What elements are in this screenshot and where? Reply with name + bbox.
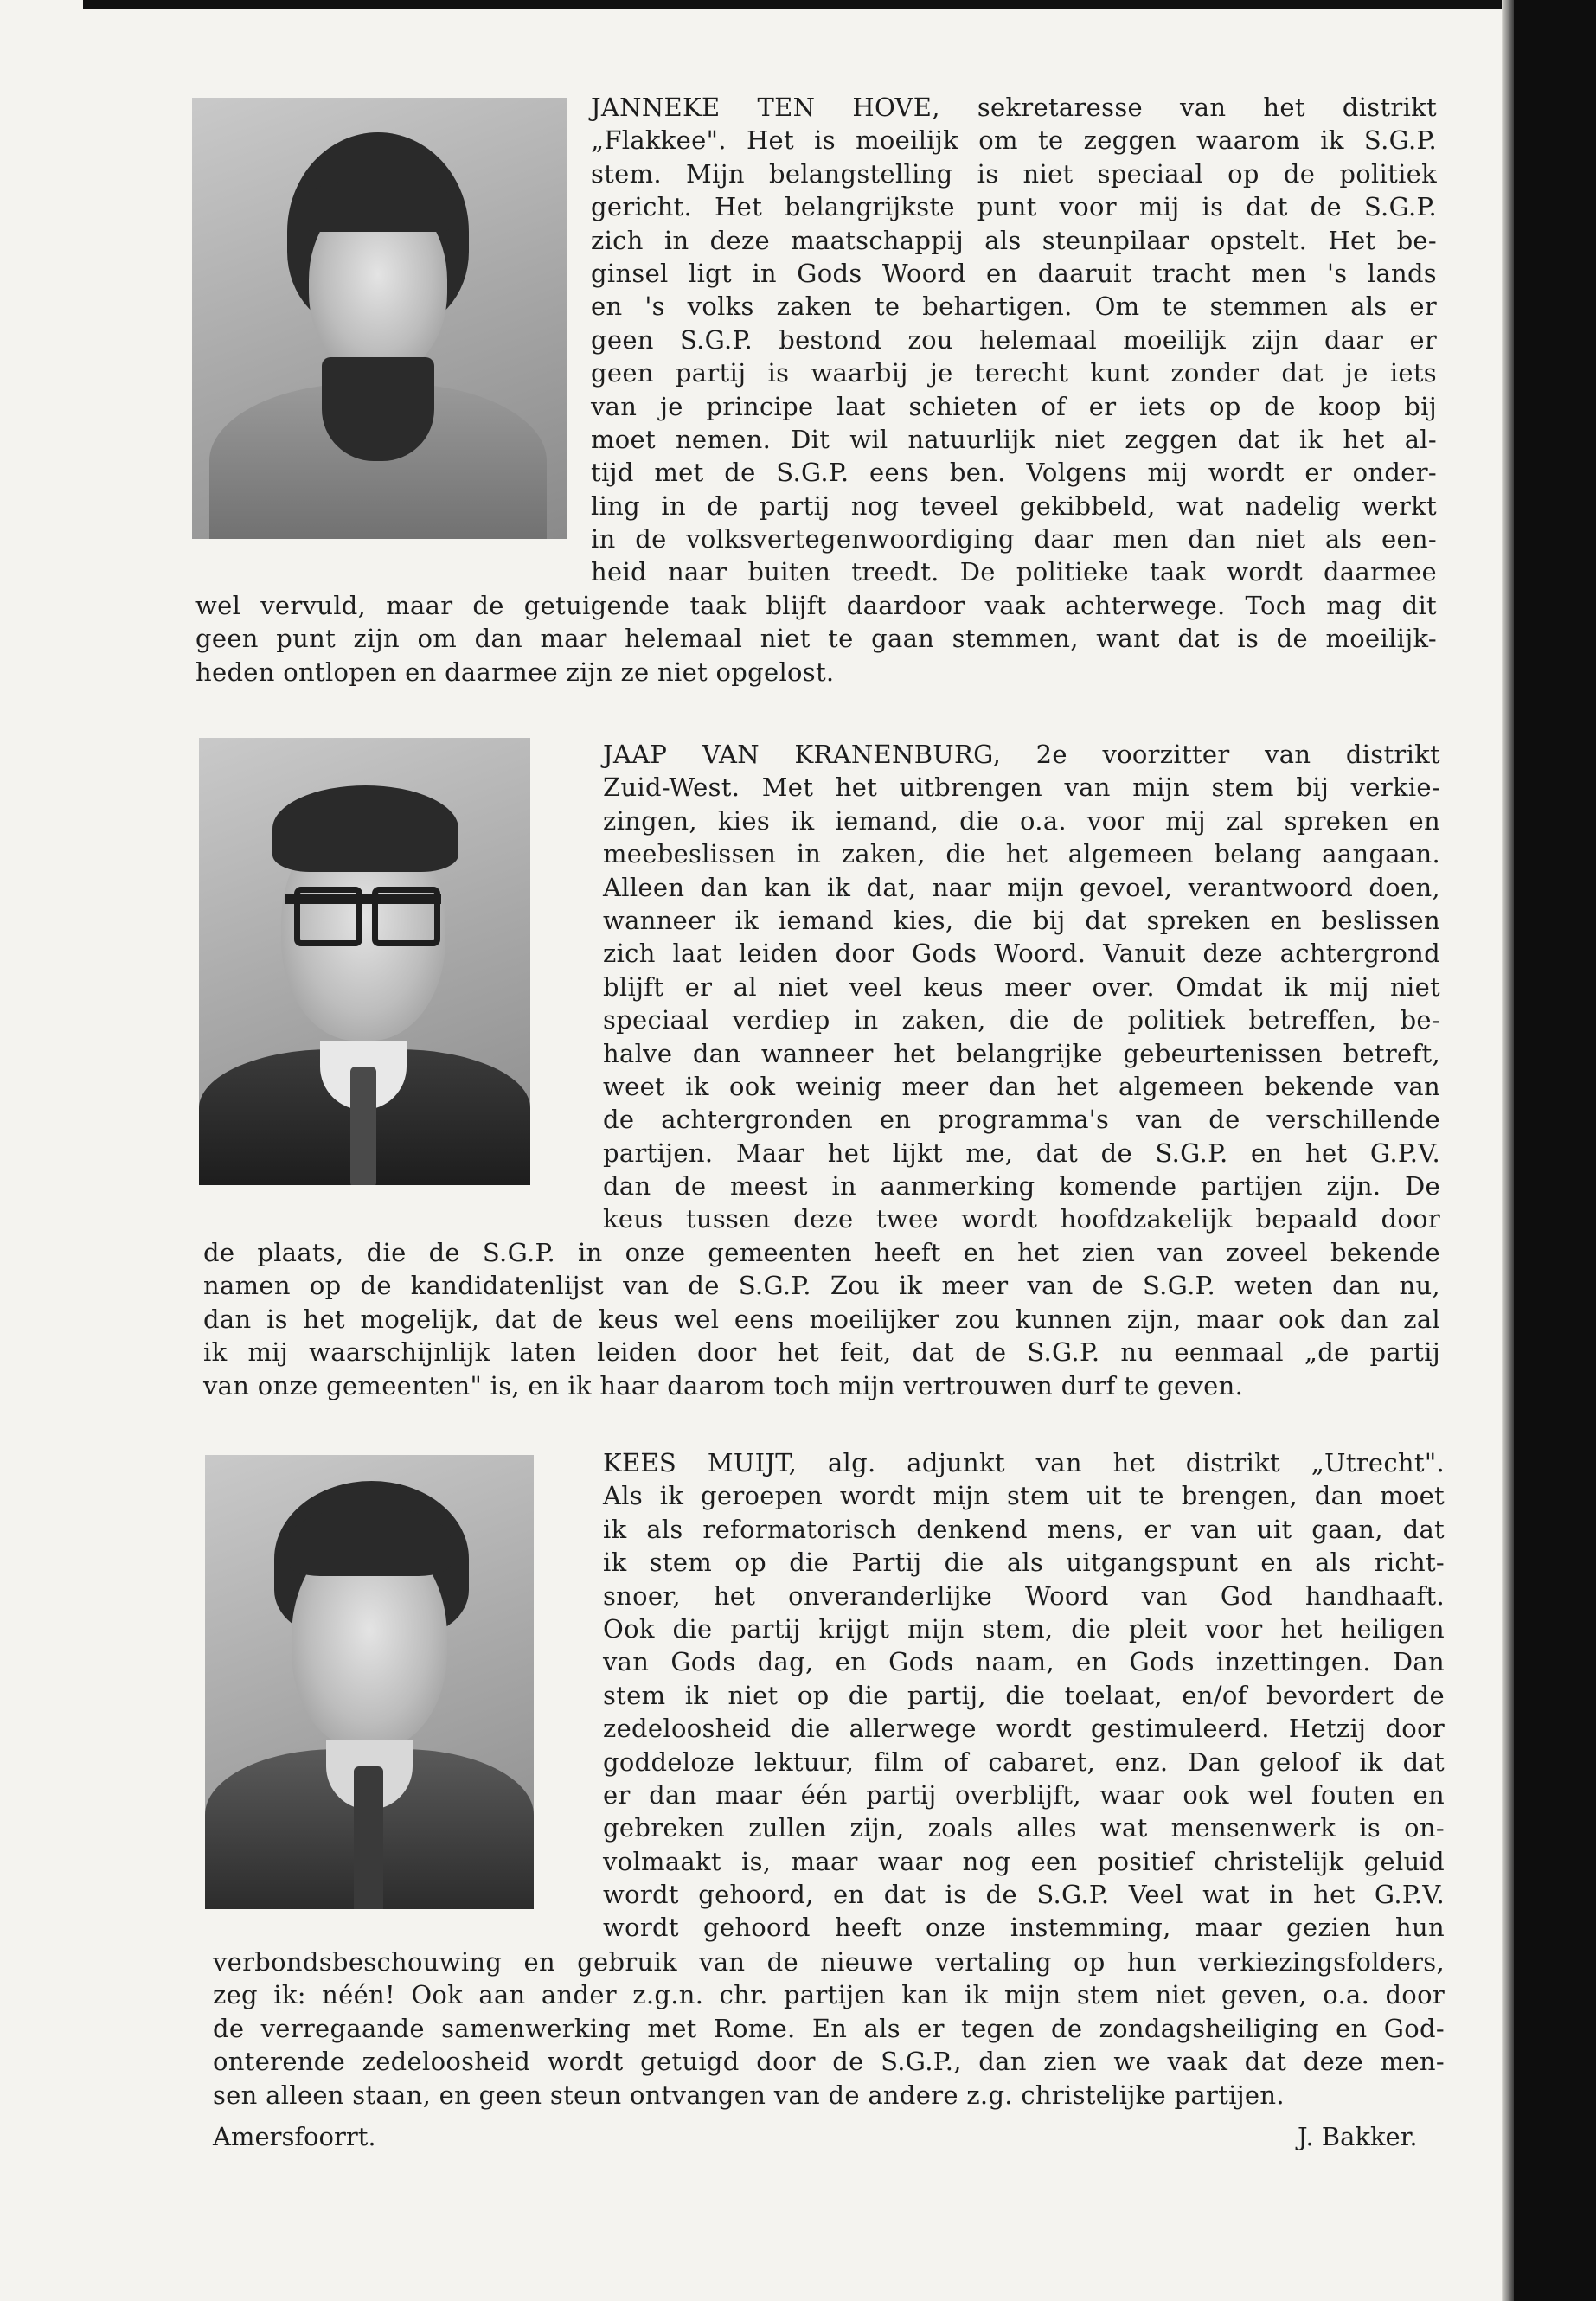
text-line: wel vervuld, maar de getuigende taak blijft daardoor vaak achterwege. Toch mag dit bbox=[195, 591, 1437, 620]
text-line: „Flakkee". Het is moeilijk om te zeggen waarom ik S.G.P. bbox=[591, 125, 1437, 156]
text-line: partijen. Maar het lijkt me, dat de S.G.P. en het G.P.V. bbox=[603, 1138, 1440, 1168]
section-kees-full-width bbox=[213, 1945, 1445, 2112]
text-line: speciaal verdiep in zaken, die de politiek betreffen, be- bbox=[603, 1005, 1440, 1035]
text-line: dan is het mogelijk, dat de keus wel eens moeilijker zou kunnen zijn, maar ook dan zal bbox=[203, 1304, 1440, 1334]
text-line: van je principe laat schieten of er iets op de koop bij bbox=[591, 391, 1437, 421]
text-line: meebeslissen in zaken, die het algemeen belang aangaan. bbox=[603, 839, 1440, 869]
text-line: stem ik niet op die partij, die toelaat, en/of bevordert de bbox=[603, 1680, 1445, 1710]
text-line: zingen, kies ik iemand, die o.a. voor mij zal spreken en bbox=[603, 805, 1440, 836]
text-line: JAAP VAN KRANENBURG, 2e voorzitter van distrikt bbox=[603, 740, 1440, 769]
text-line: en 's volks zaken te behartigen. Om te stemmen als er bbox=[591, 292, 1437, 322]
text-line: JANNEKE TEN HOVE, sekretaresse van het distrikt bbox=[591, 93, 1437, 122]
text-line: de achtergronden en programma's van de verschillende bbox=[603, 1105, 1440, 1135]
text-line: onterende zedeloosheid wordt getuigd door de S.G.P., dan zien we vaak dat deze men- bbox=[213, 2047, 1445, 2077]
text-line: ling in de partij nog teveel gekibbeld, wat nadelig werkt bbox=[591, 490, 1437, 521]
text-line: KEES MUIJT, alg. adjunkt van het distrikt „Utrecht". bbox=[603, 1448, 1445, 1477]
portrait-janneke-ten-hove bbox=[192, 98, 567, 539]
portrait-kees-muijt bbox=[205, 1455, 534, 1909]
text-line: zeg ik: néén! Ook aan ander z.g.n. chr. partijen kan ik mijn stem niet geven, o.a. door bbox=[213, 1980, 1445, 2010]
text-line: stem. Mijn belangstelling is niet speciaal op de politiek bbox=[591, 158, 1437, 189]
scan-edge-shadow bbox=[1502, 0, 1514, 2301]
text-line: geen S.G.P. bestond zou helemaal moeilijk zijn daar er bbox=[591, 324, 1437, 355]
section-jaap-full-width bbox=[203, 1236, 1440, 1402]
portrait-jaap-van-kranenburg bbox=[199, 738, 530, 1185]
scan-edge-bar bbox=[1514, 0, 1596, 2301]
text-line: wanneer ik iemand kies, die bij dat spreken en beslissen bbox=[603, 905, 1440, 935]
text-line: goddeloze lektuur, film of cabaret, enz. Dan geloof ik dat bbox=[603, 1747, 1445, 1777]
text-line: verbondsbeschouwing en gebruik van de nieuwe vertaling op hun verkiezingsfolders, bbox=[213, 1947, 1445, 1977]
text-line: geen partij is waarbij je terecht kunt zonder dat je iets bbox=[591, 358, 1437, 388]
text-line: weet ik ook weinig meer dan het algemeen bekende van bbox=[603, 1071, 1440, 1101]
text-line: wordt gehoord heeft onze instemming, maar gezien hun bbox=[603, 1913, 1445, 1943]
text-line: zedeloosheid die allerwege wordt gestimuleerd. Hetzij door bbox=[603, 1714, 1445, 1744]
text-line: gericht. Het belangrijkste punt voor mij is dat de S.G.P. bbox=[591, 192, 1437, 222]
text-line: gebreken zullen zijn, zoals alles wat mensenwerk is on- bbox=[603, 1813, 1445, 1843]
text-line: ginsel ligt in Gods Woord en daaruit tracht men 's lands bbox=[591, 258, 1437, 288]
text-line: Ook die partij krijgt mijn stem, die pleit voor het heiligen bbox=[603, 1613, 1445, 1644]
text-line: tijd met de S.G.P. eens ben. Volgens mij wordt er onder- bbox=[591, 458, 1437, 488]
text-line: namen op de kandidatenlijst van de S.G.P. Zou ik meer van de S.G.P. weten dan nu, bbox=[203, 1271, 1440, 1301]
text-line: moet nemen. Dit wil natuurlijk niet zeggen dat ik het al- bbox=[591, 424, 1437, 454]
text-line: blijft er al niet veel keus meer over. Omdat ik mij niet bbox=[603, 971, 1440, 1002]
top-rule bbox=[83, 0, 1502, 9]
signature-name: J. Bakker. bbox=[1298, 2122, 1418, 2151]
text-line: ik stem op die Partij die als uitgangspunt en als richt- bbox=[603, 1548, 1445, 1578]
text-line: dan de meest in aanmerking komende partijen zijn. De bbox=[603, 1171, 1440, 1202]
text-line: de plaats, die de S.G.P. in onze gemeenten heeft en het zien van zoveel bekende bbox=[203, 1238, 1440, 1267]
text-line: geen punt zijn om dan maar helemaal niet te gaan stemmen, want dat is de moeilijk- bbox=[195, 624, 1437, 654]
text-line: sen alleen staan, en geen steun ontvangen van de andere z.g. christelijke partijen. bbox=[213, 2080, 1285, 2110]
text-line: keus tussen deze twee wordt hoofdzakelijk bepaald door bbox=[603, 1204, 1440, 1234]
signature-place: Amersfoorrt. bbox=[213, 2122, 376, 2151]
section-kees-beside-photo bbox=[603, 1446, 1445, 1945]
text-line: zich in deze maatschappij als steunpilaar opstelt. Het be- bbox=[591, 225, 1437, 255]
text-line: er dan maar één partij overblijft, waar ook wel fouten en bbox=[603, 1779, 1445, 1810]
text-line: de verregaande samenwerking met Rome. En als er tegen de zondagsheiliging en God- bbox=[213, 2013, 1445, 2043]
text-line: heid naar buiten treedt. De politieke taak wordt daarmee bbox=[591, 557, 1437, 587]
text-line: zich laat leiden door Gods Woord. Vanuit deze achtergrond bbox=[603, 939, 1440, 969]
text-line: halve dan wanneer het belangrijke gebeurtenissen betreft, bbox=[603, 1038, 1440, 1068]
text-line: Zuid-West. Met het uitbrengen van mijn stem bij verkie- bbox=[603, 772, 1440, 803]
text-line: van onze gemeenten" is, en ik haar daarom toch mijn vertrouwen durf te geven. bbox=[203, 1370, 1244, 1400]
text-line: van Gods dag, en Gods naam, en Gods inzettingen. Dan bbox=[603, 1647, 1445, 1677]
section-janneke-full-width bbox=[195, 589, 1437, 689]
text-line: ik mij waarschijnlijk laten leiden door het feit, dat de S.G.P. nu eenmaal „de partij bbox=[203, 1337, 1440, 1368]
section-jaap-beside-photo bbox=[603, 738, 1440, 1236]
text-line: ik als reformatorisch denkend mens, er van uit gaan, dat bbox=[603, 1514, 1445, 1544]
text-line: wordt gehoord, en dat is de S.G.P. Veel wat in het G.P.V. bbox=[603, 1880, 1445, 1910]
text-line: in de volksvertegenwoordiging daar men dan niet als een- bbox=[591, 524, 1437, 554]
text-line: Als ik geroepen wordt mijn stem uit te brengen, dan moet bbox=[603, 1481, 1445, 1511]
text-line: heden ontlopen en daarmee zijn ze niet opgelost. bbox=[195, 657, 835, 687]
text-line: snoer, het onveranderlijke Woord van God handhaaft. bbox=[603, 1580, 1445, 1611]
section-janneke-beside-photo bbox=[591, 91, 1437, 589]
text-line: volmaakt is, maar waar nog een positief christelijk geluid bbox=[603, 1846, 1445, 1876]
text-line: Alleen dan kan ik dat, naar mijn gevoel, verantwoord doen, bbox=[603, 872, 1440, 902]
